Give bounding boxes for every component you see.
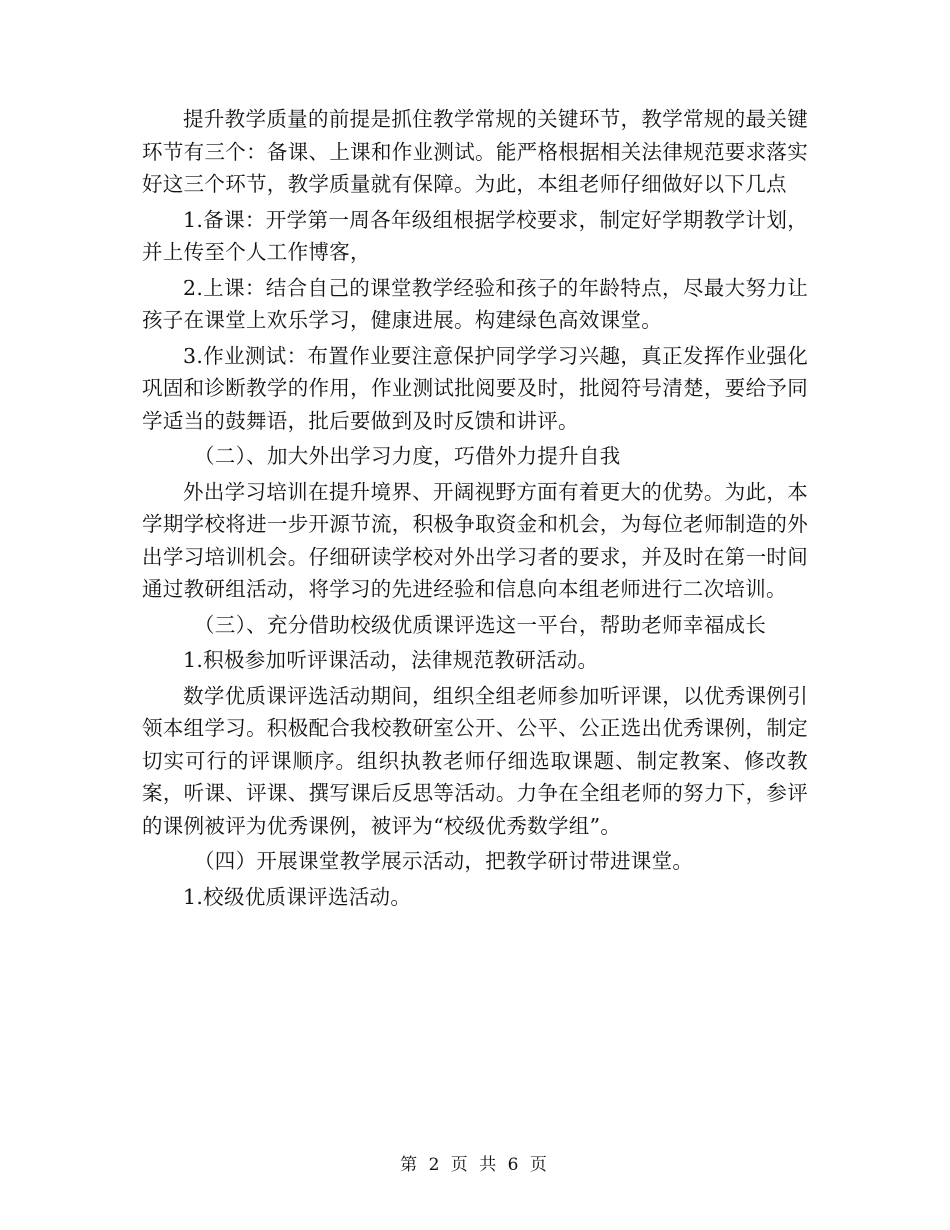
section-heading-4: （四）开展课堂教学展示活动，把教学研讨带进课堂。 bbox=[194, 849, 694, 873]
paragraph-external-training: 外出学习培训在提升境界、开阔视野方面有着更大的优势。为此，本学期学校将进一步开源节流，积极争取资金和机会，为每位老师制造的外出学习培训机会。仔细研读学校对外出学习者的要求，并及时在第一时间通过教研组活动，将学习的先进经验和信息向本组老师进行二次培训。 bbox=[142, 479, 808, 601]
paragraph-school-course: 1.校级优质课评选活动。 bbox=[183, 884, 412, 909]
section-heading-2: （二）、加大外出学习力度，巧借外力提升自我 bbox=[194, 444, 621, 468]
paragraph-lesson-prep: 1.备课：开学第一周各年级组根据学校要求，制定好学期教学计划，并上传至个人工作博客， bbox=[142, 207, 808, 264]
paragraph-teaching: 2.上课：结合自己的课堂教学经验和孩子的年龄特点，尽最大努力让孩子在课堂上欢乐学习，健康进展。构建绿色高效课堂。 bbox=[142, 275, 808, 332]
paragraph-homework: 3.作业测试：布置作业要注意保护同学学习兴趣，真正发挥作业强化巩固和诊断教学的作用，作业测试批阅要及时，批阅符号清楚，要给予同学适当的鼓舞语，批后要做到及时反馈和讲评。 bbox=[142, 343, 808, 433]
section-heading-3: （三）、充分借助校级优质课评选这一平台，帮助老师幸福成长 bbox=[194, 612, 767, 637]
paragraph-intro: 提升教学质量的前提是抓住教学常规的关键环节，教学常规的最关键环节有三个：备课、上课和作业测试。能严格根据相关法律规范要求落实好这三个环节，教学质量就有保障。为此，本组老师仔细做好以下几点 bbox=[142, 107, 808, 196]
paragraph-lesson-evaluation: 1.积极参加听评课活动，法律规范教研活动。 bbox=[183, 648, 599, 672]
page-footer: 第 2 页 共 6 页 bbox=[400, 1155, 550, 1175]
paragraph-quality-course: 数学优质课评选活动期间，组织全组老师参加听评课，以优秀课例引领本组学习。积极配合我校教研室公开、公平、公正选出优秀课例，制定切实可行的评课顺序。组织执教老师仔细选取课题、制定教案、修改教案，听课、评课、撰写课后反思等活动。力争在全组老师的努力下，参评的课例被评为优秀课例，被评为“校级优秀数学组”。 bbox=[142, 683, 808, 838]
document-body bbox=[142, 103, 808, 916]
